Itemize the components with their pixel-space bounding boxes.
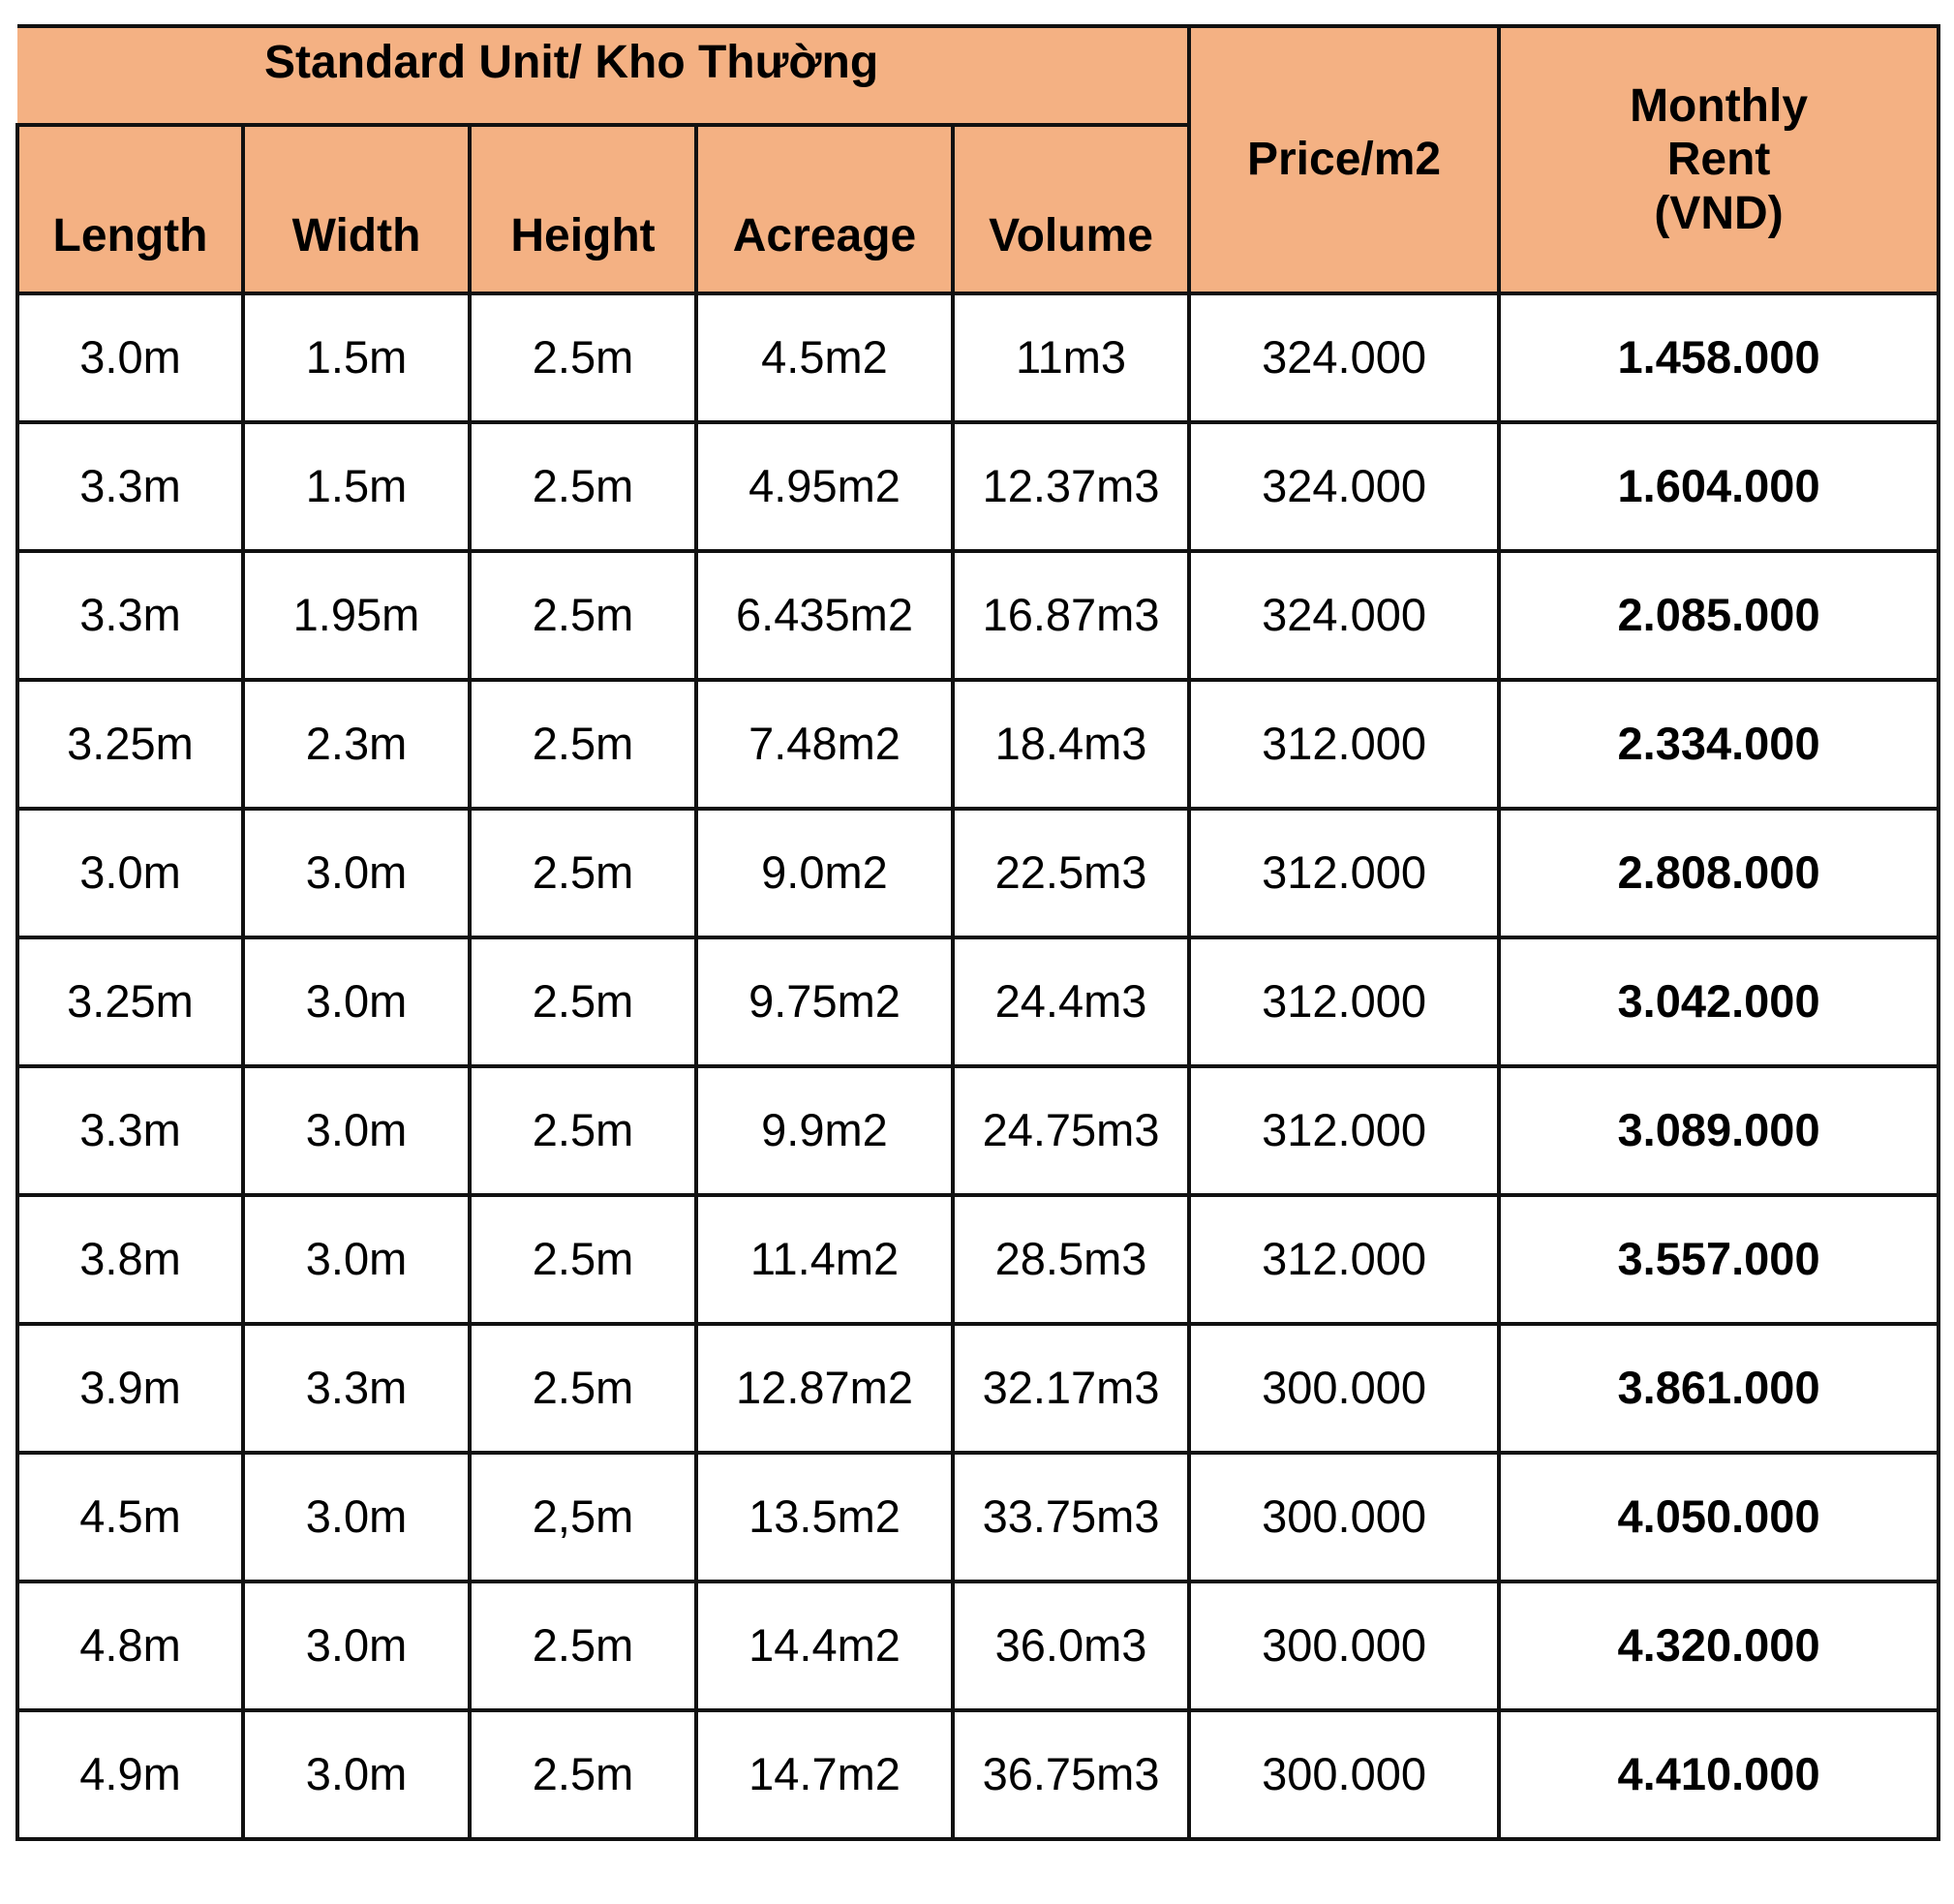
group-title-cell (17, 26, 1189, 125)
cell-rent: 4.410.000 (1499, 1710, 1939, 1839)
cell-length: 3.3m (17, 551, 243, 680)
cell-height: 2.5m (470, 1710, 696, 1839)
cell-price: 324.000 (1189, 551, 1499, 680)
group-title: Standard Unit/ Kho Thường (264, 37, 879, 88)
group-header-row (17, 26, 1939, 125)
storage-unit-pricing-table (15, 24, 1940, 1841)
cell-acreage: 4.95m2 (696, 422, 953, 551)
column-header-width (243, 125, 470, 293)
acreage-header-label: Acreage (732, 209, 917, 261)
column-header-height (470, 125, 696, 293)
length-header-label: Length (52, 209, 208, 261)
cell-volume: 22.5m3 (953, 809, 1189, 937)
cell-volume: 24.4m3 (953, 937, 1189, 1066)
table-row (17, 422, 1939, 551)
pricing-table-container (15, 24, 1937, 1841)
cell-acreage: 9.75m2 (696, 937, 953, 1066)
cell-length: 4.5m (17, 1453, 243, 1582)
cell-price: 312.000 (1189, 809, 1499, 937)
cell-width: 3.0m (243, 1195, 470, 1324)
cell-length: 3.25m (17, 937, 243, 1066)
table-row (17, 809, 1939, 937)
cell-length: 3.8m (17, 1195, 243, 1324)
price-header-label: Price/m2 (1246, 134, 1442, 186)
cell-height: 2.5m (470, 1195, 696, 1324)
cell-volume: 36.75m3 (953, 1710, 1189, 1839)
cell-acreage: 4.5m2 (696, 293, 953, 422)
cell-volume: 33.75m3 (953, 1453, 1189, 1582)
cell-length: 3.9m (17, 1324, 243, 1453)
cell-width: 2.3m (243, 680, 470, 809)
cell-volume: 24.75m3 (953, 1066, 1189, 1195)
cell-rent: 3.557.000 (1499, 1195, 1939, 1324)
cell-price: 312.000 (1189, 937, 1499, 1066)
cell-rent: 4.050.000 (1499, 1453, 1939, 1582)
cell-acreage: 6.435m2 (696, 551, 953, 680)
cell-height: 2.5m (470, 551, 696, 680)
cell-height: 2.5m (470, 1066, 696, 1195)
table-body (17, 293, 1939, 1839)
cell-volume: 18.4m3 (953, 680, 1189, 809)
cell-volume: 11m3 (953, 293, 1189, 422)
cell-width: 3.0m (243, 1710, 470, 1839)
rent-header-line-2: Rent (1666, 134, 1771, 186)
cell-acreage: 12.87m2 (696, 1324, 953, 1453)
cell-price: 300.000 (1189, 1582, 1499, 1710)
table-row (17, 1195, 1939, 1324)
cell-acreage: 7.48m2 (696, 680, 953, 809)
cell-price: 300.000 (1189, 1453, 1499, 1582)
table-row (17, 1066, 1939, 1195)
cell-height: 2.5m (470, 1324, 696, 1453)
column-header-monthly-rent (1499, 26, 1939, 293)
cell-height: 2.5m (470, 1582, 696, 1710)
cell-price: 300.000 (1189, 1324, 1499, 1453)
cell-rent: 1.458.000 (1499, 293, 1939, 422)
height-header-label: Height (510, 209, 656, 261)
column-header-length (17, 125, 243, 293)
cell-rent: 2.085.000 (1499, 551, 1939, 680)
cell-rent: 3.861.000 (1499, 1324, 1939, 1453)
cell-width: 3.0m (243, 1453, 470, 1582)
cell-height: 2.5m (470, 809, 696, 937)
cell-rent: 3.042.000 (1499, 937, 1939, 1066)
cell-price: 312.000 (1189, 1195, 1499, 1324)
table-row (17, 680, 1939, 809)
cell-length: 4.9m (17, 1710, 243, 1839)
cell-volume: 36.0m3 (953, 1582, 1189, 1710)
cell-volume: 28.5m3 (953, 1195, 1189, 1324)
cell-volume: 16.87m3 (953, 551, 1189, 680)
table-row (17, 937, 1939, 1066)
column-header-volume (953, 125, 1189, 293)
cell-height: 2.5m (470, 422, 696, 551)
cell-acreage: 13.5m2 (696, 1453, 953, 1582)
cell-price: 324.000 (1189, 293, 1499, 422)
column-header-acreage (696, 125, 953, 293)
cell-length: 3.3m (17, 422, 243, 551)
column-header-price (1189, 26, 1499, 293)
cell-rent: 2.334.000 (1499, 680, 1939, 809)
table-row (17, 1324, 1939, 1453)
table-row (17, 1710, 1939, 1839)
cell-length: 3.3m (17, 1066, 243, 1195)
table-row (17, 293, 1939, 422)
cell-volume: 12.37m3 (953, 422, 1189, 551)
cell-rent: 2.808.000 (1499, 809, 1939, 937)
table-row (17, 551, 1939, 680)
cell-length: 4.8m (17, 1582, 243, 1710)
rent-header-line-1: Monthly (1630, 80, 1809, 133)
table-row (17, 1453, 1939, 1582)
cell-width: 3.0m (243, 809, 470, 937)
cell-length: 3.25m (17, 680, 243, 809)
cell-width: 3.3m (243, 1324, 470, 1453)
table-header (17, 26, 1939, 293)
volume-header-label: Volume (989, 209, 1153, 261)
cell-price: 300.000 (1189, 1710, 1499, 1839)
cell-length: 3.0m (17, 809, 243, 937)
cell-height: 2.5m (470, 937, 696, 1066)
cell-price: 324.000 (1189, 422, 1499, 551)
cell-acreage: 11.4m2 (696, 1195, 953, 1324)
cell-acreage: 14.4m2 (696, 1582, 953, 1710)
cell-width: 1.95m (243, 551, 470, 680)
cell-volume: 32.17m3 (953, 1324, 1189, 1453)
cell-price: 312.000 (1189, 680, 1499, 809)
rent-header-line-3: (VND) (1654, 187, 1784, 239)
cell-acreage: 14.7m2 (696, 1710, 953, 1839)
cell-width: 1.5m (243, 422, 470, 551)
table-row (17, 1582, 1939, 1710)
cell-height: 2.5m (470, 293, 696, 422)
cell-width: 3.0m (243, 1582, 470, 1710)
cell-width: 1.5m (243, 293, 470, 422)
cell-price: 312.000 (1189, 1066, 1499, 1195)
cell-rent: 4.320.000 (1499, 1582, 1939, 1710)
cell-height: 2,5m (470, 1453, 696, 1582)
width-header-label: Width (291, 209, 421, 261)
cell-height: 2.5m (470, 680, 696, 809)
cell-rent: 1.604.000 (1499, 422, 1939, 551)
cell-rent: 3.089.000 (1499, 1066, 1939, 1195)
cell-acreage: 9.0m2 (696, 809, 953, 937)
cell-acreage: 9.9m2 (696, 1066, 953, 1195)
cell-width: 3.0m (243, 1066, 470, 1195)
cell-width: 3.0m (243, 937, 470, 1066)
cell-length: 3.0m (17, 293, 243, 422)
